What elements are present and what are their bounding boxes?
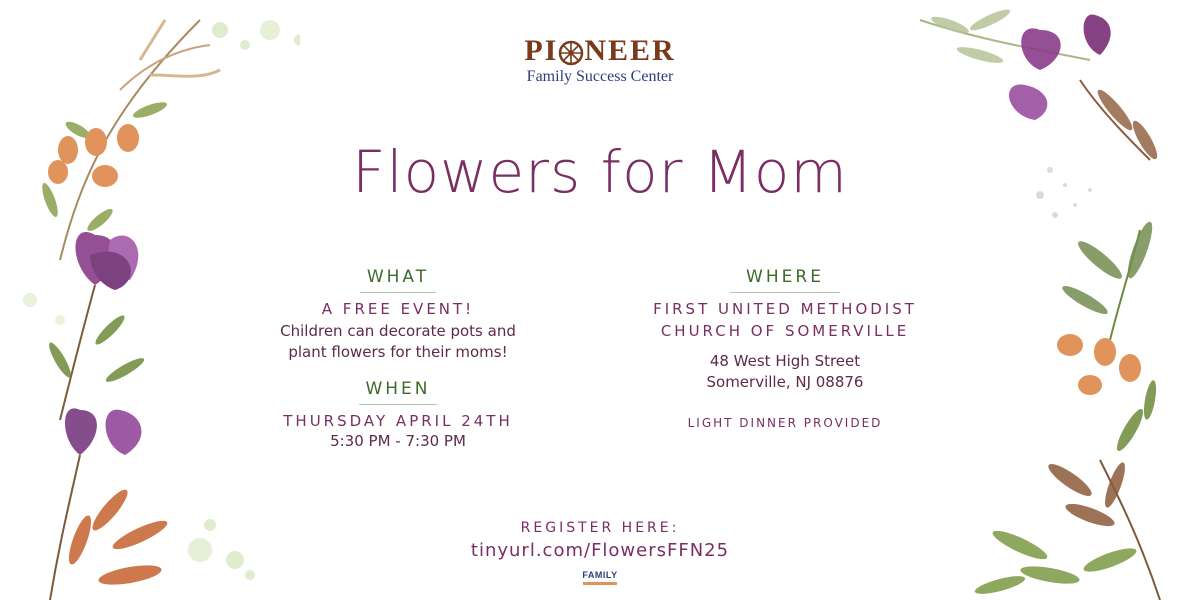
logo-wordmark [480, 34, 720, 68]
left-floral-decoration [0, 0, 300, 600]
pioneer-logo [480, 34, 720, 86]
register-section [400, 518, 800, 564]
wagon-wheel-icon [558, 40, 584, 66]
free-event-label: A FREE EVENT! [321, 300, 475, 318]
where-section [620, 266, 950, 393]
event-date: THURSDAY APRIL 24TH [283, 412, 513, 430]
footer-logo-text: FAMILY [582, 570, 618, 580]
register-label: REGISTER HERE: [520, 520, 680, 536]
what-description-line1: Children can decorate pots and [280, 322, 516, 340]
venue-line2: CHURCH OF SOMERVILLE [660, 322, 910, 340]
what-section [260, 266, 536, 363]
where-divider [730, 292, 840, 293]
logo-wordmark-start: PI [524, 34, 559, 67]
venue-line1: FIRST UNITED METHODIST [653, 300, 917, 318]
venue-street: 48 West High Street [709, 352, 861, 370]
event-title: Flowers for Mom [352, 138, 848, 206]
where-heading: WHERE [746, 267, 824, 287]
footer-logo-bar [583, 582, 617, 585]
logo-wordmark-end: NEER [584, 34, 676, 67]
what-divider [360, 292, 436, 293]
register-link[interactable]: tinyurl.com/FlowersFFN25 [470, 540, 730, 561]
what-heading: WHAT [366, 267, 430, 287]
dinner-note: LIGHT DINNER PROVIDED [687, 416, 883, 430]
logo-subtitle: Family Success Center [526, 68, 674, 85]
when-section [260, 378, 536, 452]
venue-city: Somerville, NJ 08876 [706, 373, 864, 391]
footer-logo [578, 570, 622, 585]
when-divider [359, 404, 437, 405]
when-heading: WHEN [365, 379, 431, 399]
what-description-line2: plant flowers for their moms! [288, 343, 508, 361]
event-time: 5:30 PM - 7:30 PM [330, 432, 466, 450]
